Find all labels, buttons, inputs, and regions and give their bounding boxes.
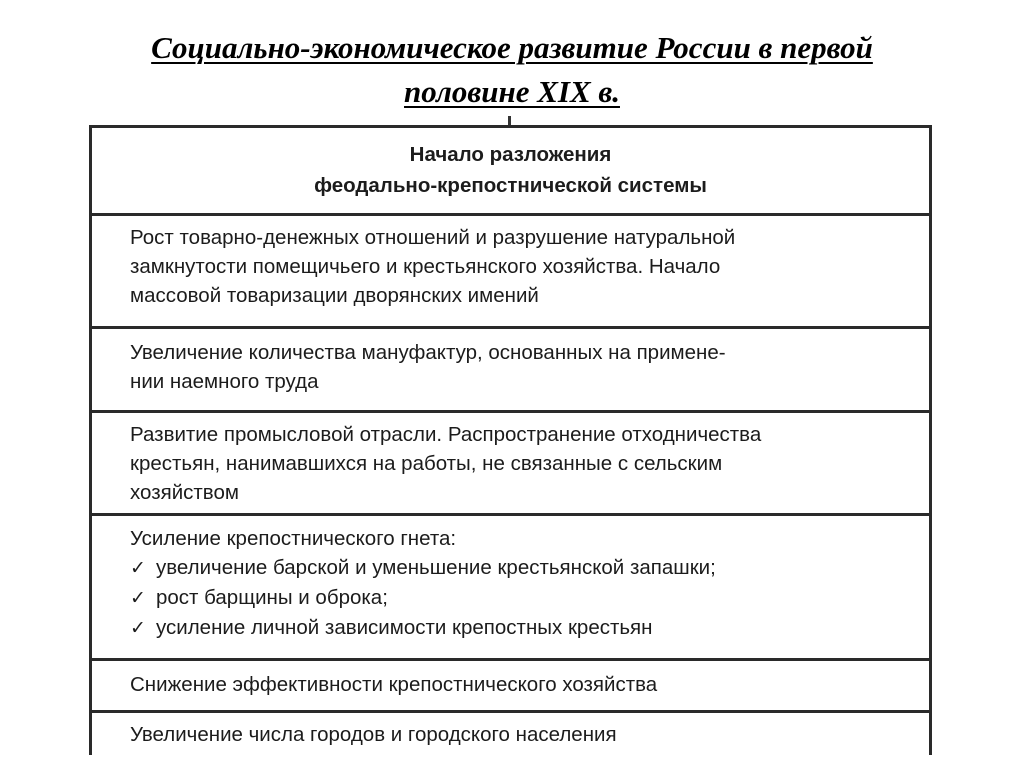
scheme-header-line-1: Начало разложения <box>409 143 612 166</box>
row-text-line: Развитие промысловой отрасли. Распространение отходничества <box>130 423 762 446</box>
row-text-line: Увеличение числа городов и городского населения <box>130 723 617 746</box>
scheme-row-cities <box>92 713 929 758</box>
list-item-text: рост барщины и оброка; <box>156 586 388 609</box>
row-text-line: Увеличение количества мануфактур, основанных на примене- <box>130 341 726 364</box>
row-text-line: Рост товарно-денежных отношений и разрушение натуральной <box>130 226 736 249</box>
row-heading: Усиление крепостнического гнета: <box>130 527 457 550</box>
row-text-line: замкнутости помещичьего и крестьянского хозяйства. Начало <box>130 255 721 278</box>
checkmark-icon: ✓ <box>130 557 146 579</box>
scheme-row-manufactories <box>92 329 929 413</box>
scheme-row-serfdom-oppression <box>92 516 929 661</box>
list-item <box>130 613 903 643</box>
scheme-row-efficiency <box>92 661 929 713</box>
row-text-line: нии наемного труда <box>130 370 319 393</box>
row-text-line: массовой товаризации дворянских имений <box>130 284 539 307</box>
scheme-table <box>89 125 932 755</box>
row-text-line: крестьян, нанимавшихся на работы, не связанные с сельским <box>130 452 723 475</box>
bullet-list <box>130 553 903 643</box>
scheme-row-crafts <box>92 413 929 516</box>
checkmark-icon: ✓ <box>130 617 146 639</box>
list-item-text: увеличение барской и уменьшение крестьянской запашки; <box>156 556 716 579</box>
list-item-text: усиление личной зависимости крепостных крестьян <box>156 616 653 639</box>
row-text-line: Снижение эффективности крепостнического хозяйства <box>130 673 658 696</box>
page-title-line-2: половине XIX в. <box>404 74 620 109</box>
scheme-header-line-2: феодально-крепостнической системы <box>314 174 707 197</box>
list-item <box>130 553 903 583</box>
scheme-row-commodity-money <box>92 216 929 329</box>
row-text-line: хозяйством <box>130 481 239 504</box>
page-title <box>0 26 1024 114</box>
list-item <box>130 583 903 613</box>
scheme-header <box>92 128 929 216</box>
checkmark-icon: ✓ <box>130 587 146 609</box>
page-title-line-1: Социально-экономическое развитие России в первой <box>151 30 873 65</box>
